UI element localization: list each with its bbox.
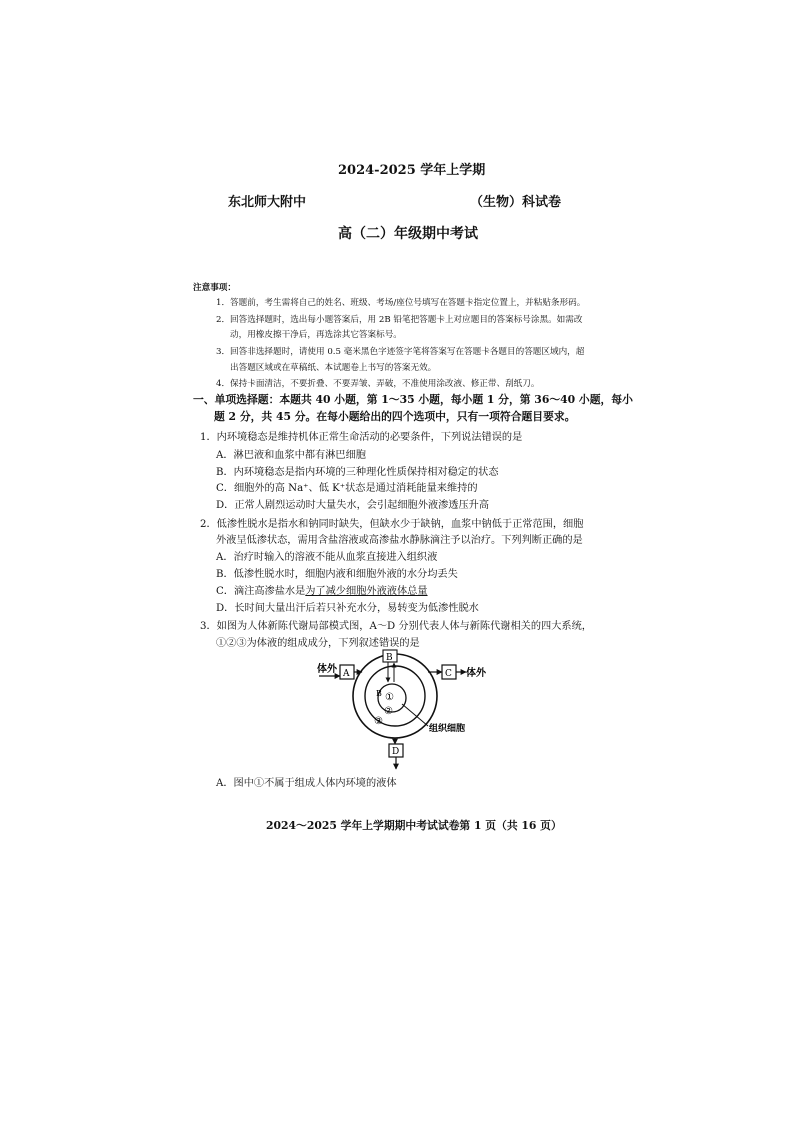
box-b-label: B <box>386 653 393 663</box>
fluid-1-label: ① <box>385 692 394 703</box>
figure-label-outside-right: 体外 <box>466 668 486 679</box>
metabolism-diagram <box>300 646 500 771</box>
fluid-2-label: ② <box>384 706 393 717</box>
q2-option-c <box>216 582 428 597</box>
q2-option-c-underlined: 为了减少细胞外液液体总量 <box>305 586 428 597</box>
q2-option-a: A．治疗时输入的溶液不能从血浆直接进入组织液 <box>216 552 438 563</box>
tissue-cell-label: 组织细胞 <box>429 724 466 734</box>
q1-option-c: C．细胞外的高 Na⁺、低 K⁺状态是通过消耗能量来维持的 <box>216 483 478 494</box>
note-item-4: 4．保持卡面清洁，不要折叠、不要弄皱、弄破，不准使用涂改液、修正带、刮纸刀。 <box>216 379 540 389</box>
q2-stem-line2: 外液呈低渗状态，需用含盐溶液或高渗盐水静脉滴注予以治疗。下列判断正确的是 <box>216 535 583 546</box>
box-c-label: C <box>445 669 452 679</box>
notes-title: 注意事项： <box>193 283 236 293</box>
note-item-3-cont: 出答题区域或在草稿纸、本试题卷上书写的答案无效。 <box>230 363 437 373</box>
q2-stem-line1: 2．低渗性脱水是指水和钠同时缺失，但缺水少于缺钠，血浆中钠低于正常范围，细胞 <box>200 519 584 530</box>
q1-option-d: D．正常人剧烈运动时大量失水，会引起细胞外液渗透压升高 <box>216 500 490 511</box>
q2-option-d: D．长时间大量出汗后若只补充水分，易转变为低渗性脱水 <box>216 603 479 614</box>
note-item-1: 1．答题前，考生需将自己的姓名、班级、考场/座位号填写在答题卡指定位置上，并粘贴条形码。 <box>216 298 586 308</box>
section-heading-line1: 一、单项选择题：本题共 40 小题，第 1～35 小题，每小题 1 分，第 36～40 小题，每小 <box>193 393 633 406</box>
q1-stem: 1．内环境稳态是维持机体正常生命活动的必要条件，下列说法错误的是 <box>200 432 523 443</box>
note-item-2-cont: 动，用橡皮擦干净后，再选涂其它答案标号。 <box>230 330 402 340</box>
q2-option-b: B．低渗性脱水时，细胞内液和细胞外液的水分均丢失 <box>216 569 458 580</box>
inner-label-b: B <box>376 689 382 698</box>
q2-option-c-text: C．滴注高渗盐水是 <box>216 586 306 597</box>
q3-option-a: A．图中①不属于组成人体内环境的液体 <box>216 778 397 789</box>
note-item-3: 3．回答非选择题时，请使用 0.5 毫米黑色字迹签字笔将答案写在答题卡各题目的答题区域内，超 <box>216 347 585 357</box>
section-heading-line2: 题 2 分，共 45 分。在每小题给出的四个选项中，只有一项符合题目要求。 <box>214 410 576 423</box>
page-footer: 2024～2025 学年上学期期中考试试卷第 1 页（共 16 页） <box>266 819 562 832</box>
fluid-3-label: ③ <box>374 716 383 727</box>
school-name: 东北师大附中 <box>228 195 307 210</box>
q3-stem-line2: ①②③为体液的组成成分，下列叙述错误的是 <box>216 638 420 649</box>
q1-option-a: A．淋巴液和血浆中都有淋巴细胞 <box>216 450 366 461</box>
figure-label-outside-left: 体外 <box>317 664 337 675</box>
q3-stem-line1: 3．如图为人体新陈代谢局部模式图，A～D 分别代表人体与新陈代谢相关的四大系统， <box>200 621 592 632</box>
grade-exam-title: 高（二）年级期中考试 <box>338 226 478 242</box>
box-d-label: D <box>392 747 400 757</box>
q1-option-b: B．内环境稳态是指内环境的三种理化性质保持相对稳定的状态 <box>216 467 499 478</box>
note-item-2: 2．回答选择题时，选出每小题答案后，用 2B 铅笔把答题卡上对应题目的答案标号涂黑。如需改 <box>216 315 583 325</box>
subject-title: （生物）科试卷 <box>470 195 562 210</box>
exam-term-title: 2024-2025 学年上学期 <box>338 163 486 178</box>
box-a-label: A <box>343 669 350 679</box>
